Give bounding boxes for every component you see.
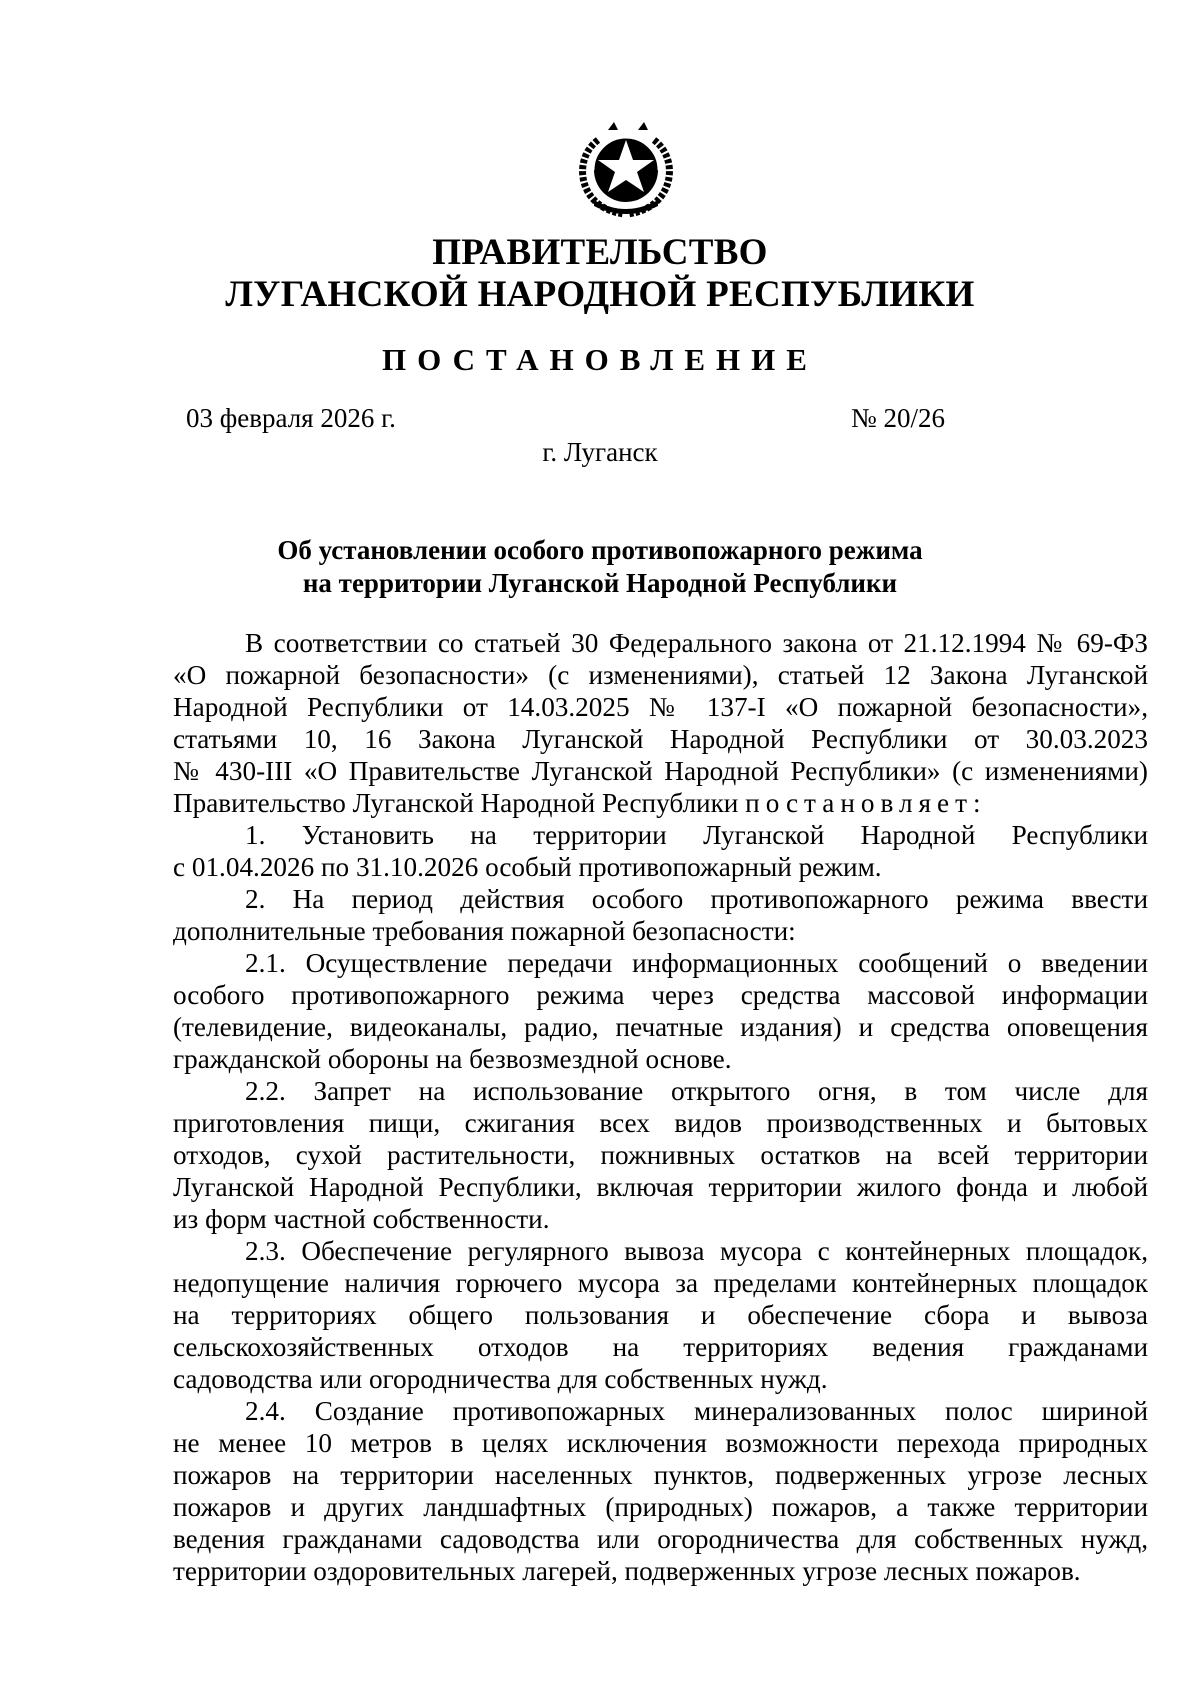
document-subject-line1: Об установлении особого противопожарного режима [277,535,923,565]
resolution-prefix: Правительство Луганской Народной Республики [173,788,739,818]
body-text-line: № 430-III «О Правительстве Луганской Народной Республики» (с изменениями) [173,756,1148,786]
body-text-line: ведения гражданами садоводства или огородничества для собственных нужд, [173,1524,1148,1554]
body-text-line: 1. Установить на территории Луганской Народной Республики [245,820,1148,850]
body-text-line: особого противопожарного режима через средства массовой информации [173,980,1148,1010]
body-text-line: 2.2. Запрет на использование открытого огня, в том числе для [245,1076,1148,1106]
document-number: № 20/26 [851,403,946,433]
body-text-line: приготовления пищи, сжигания всех видов производственных и бытовых [173,1108,1148,1138]
body-text-line: недопущение наличия горючего мусора за пределами контейнерных площадок [173,1268,1148,1298]
resolution-verb: постановляет: [745,788,987,818]
body-text-line: гражданской обороны на безвозмездной основе. [173,1044,732,1074]
body-text-line: 2.3. Обеспечение регулярного вывоза мусора с контейнерных площадок, [245,1236,1148,1266]
coat-of-arms-emblem [568,118,684,220]
body-text-line: территории оздоровительных лагерей, подверженных угрозе лесных пожаров. [173,1556,1081,1586]
document-city: г. Луганск [542,437,658,467]
body-text-line: с 01.04.2026 по 31.10.2026 особый противопожарный режим. [173,852,882,882]
body-text-line: 2.4. Создание противопожарных минерализованных полос шириной [245,1396,1148,1426]
document-subject-line2: на территории Луганской Народной Республики [302,568,898,598]
body-text-line: «О пожарной безопасности» (с изменениями), статьей 12 Закона Луганской [173,660,1148,690]
document-date: 03 февраля 2026 г. [186,403,396,433]
body-text-line: (телевидение, видеоканалы, радио, печатные издания) и средства оповещения [173,1012,1148,1042]
body-text-line: на территориях общего пользования и обеспечение сбора и вывоза [173,1300,1148,1330]
body-text-line: пожаров и других ландшафтных (природных) пожаров, а также территории [173,1492,1148,1522]
body-text-line [173,787,1148,819]
body-text-line: не менее 10 метров в целях исключения возможности перехода природных [173,1428,1148,1458]
body-text-line: сельскохозяйственных отходов на территориях ведения гражданами [173,1332,1148,1362]
body-text-line: 2. На период действия особого противопожарного режима ввести [245,884,1148,914]
body-text-line: садоводства или огородничества для собственных нужд. [173,1364,828,1394]
body-text-line: 2.1. Осуществление передачи информационных сообщений о введении [245,948,1148,978]
body-text-line: Народной Республики от 14.03.2025 № 137-I «О пожарной безопасности», [173,692,1148,722]
body-text-line: дополнительные требования пожарной безопасности: [173,916,796,946]
body-text-line: Луганской Народной Республики, включая территории жилого фонда и любой [173,1172,1148,1202]
document-type: ПОСТАНОВЛЕНИЕ [382,342,818,377]
body-text-line: статьями 10, 16 Закона Луганской Народной Республики от 30.03.2023 [173,724,1148,754]
body-text-line: отходов, сухой растительности, пожнивных остатков на всей территории [173,1140,1148,1170]
government-name-line1: ПРАВИТЕЛЬСТВО [432,232,768,273]
body-text-line: В соответствии со статьей 30 Федерального закона от 21.12.1994 № 69-ФЗ [245,628,1148,658]
government-name-line2: ЛУГАНСКОЙ НАРОДНОЙ РЕСПУБЛИКИ [225,274,975,315]
body-text-line: из форм частной собственности. [173,1204,550,1234]
body-text-line: пожаров на территории населенных пунктов, подверженных угрозе лесных [173,1460,1148,1490]
